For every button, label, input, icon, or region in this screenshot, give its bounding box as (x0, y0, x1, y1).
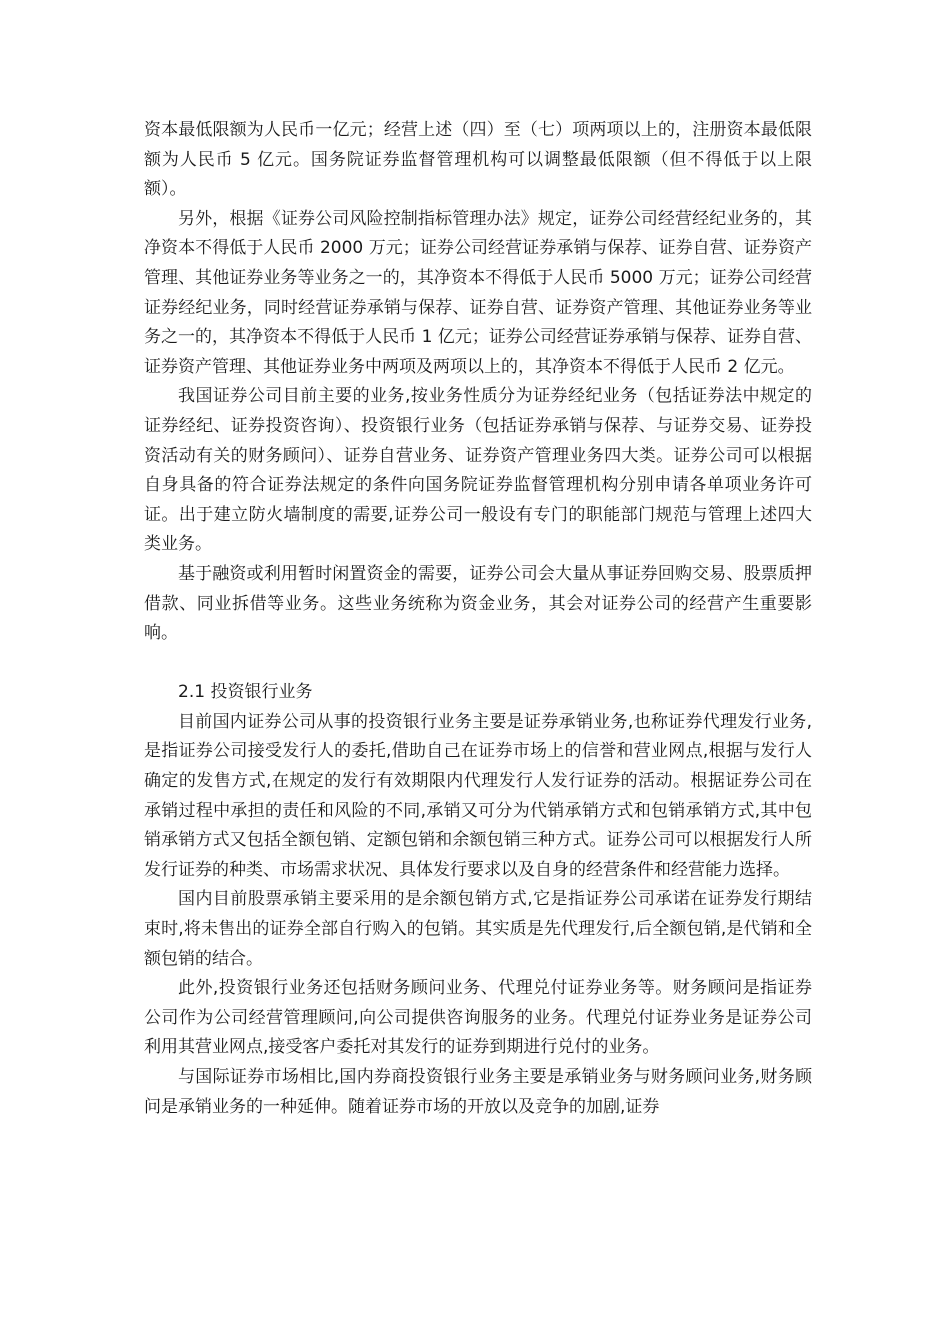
paragraph-continued: 资本最低限额为人民币一亿元；经营上述（四）至（七）项两项以上的，注册资本最低限额为人民币 5 亿元。国务院证券监督管理机构可以调整最低限额（但不得低于以上限额）。 (144, 120, 812, 200)
paragraph-financial-advisory: 此外,投资银行业务还包括财务顾问业务、代理兑付证券业务等。财务顾问是指证券公司作为公司经营管理顾问,向公司提供咨询服务的业务。代理兑付证券业务是证券公司利用其营业网点,接受客户委托对其发行的证券到期进行兑付的业务。 (144, 978, 812, 1058)
paragraph-business-categories: 我国证券公司目前主要的业务,按业务性质分为证券经纪业务（包括证券法中规定的证券经纪、证券投资咨询）、投资银行业务（包括证券承销与保荐、与证券交易、证券投资活动有关的财务顾问）、证券自营业务、证券资产管理业务四大类。证券公司可以根据自身具备的符合证券法规定的条件向国务院证券监督管理机构分别申请各单项业务许可证。出于建立防火墙制度的需要,证券公司一般设有专门的职能部门规范与管理上述四大类业务。 (144, 386, 812, 555)
paragraph-international-comparison: 与国际证券市场相比,国内券商投资银行业务主要是承销业务与财务顾问业务,财务顾问是承销业务的一种延伸。随着证券市场的开放以及竞争的加剧,证券 (144, 1067, 812, 1117)
section-heading: 2.1 投资银行业务 (178, 682, 313, 703)
paragraph-underwriting: 目前国内证券公司从事的投资银行业务主要是证券承销业务,也称证券代理发行业务,是指证券公司接受发行人的委托,借助自己在证券市场上的信誉和营业网点,根据与发行人确定的发售方式,在规定的发行有效期限内代理发行人发行证券的活动。根据证券公司在承销过程中承担的责任和风险的不同,承销又可分为代销承销方式和包销承销方式,其中包销承销方式又包括全额包销、定额包销和余额包销三种方式。证券公司可以根据发行人所发行证券的种类、市场需求状况、具体发行要求以及自身的经营条件和经营能力选择。 (144, 711, 812, 880)
document-page (144, 116, 812, 1122)
paragraph-standby-underwriting: 国内目前股票承销主要采用的是余额包销方式,它是指证券公司承诺在证券发行期结束时,将未售出的证券全部自行购入的包销。其实质是先代理发行,后全额包销,是代销和全额包销的结合。 (144, 889, 812, 969)
paragraph-capital-business: 基于融资或利用暂时闲置资金的需要，证券公司会大量从事证券回购交易、股票质押借款、同业拆借等业务。这些业务统称为资金业务，其会对证券公司的经营产生重要影响。 (144, 563, 812, 644)
paragraph-net-capital: 另外，根据《证券公司风险控制指标管理办法》规定，证券公司经营经纪业务的，其净资本不得低于人民币 2000 万元；证券公司经营证券承销与保荐、证券自营、证券资产管理、其他证券业务等业务之一的，其净资本不得低于人民币 5000 万元；证券公司经营证券经纪业务，同时经营证券承销与保荐、证券自营、证券资产管理、其他证券业务等业务之一的，其净资本不得低于人民币 1 亿元；证券公司经营证券承销与保荐、证券自营、证券资产管理、其他证券业务中两项及两项以上的，其净资本不得低于人民币 2 亿元。 (144, 208, 812, 377)
section-gap (144, 649, 812, 679)
